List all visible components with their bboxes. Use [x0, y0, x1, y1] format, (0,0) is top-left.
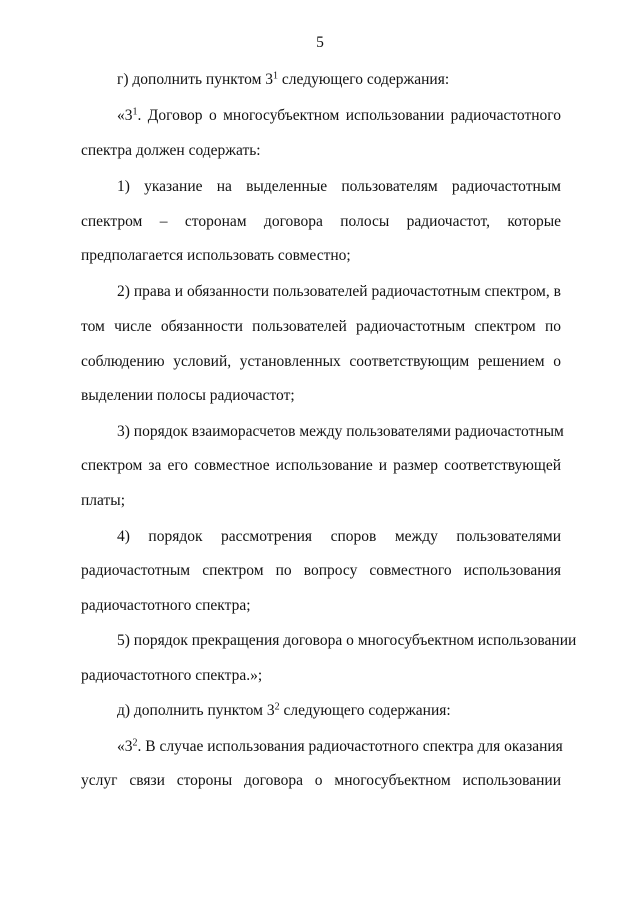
list-item-4-line-2: радиочастотным спектром по вопросу совместного использования [81, 562, 561, 579]
item-d-intro-text: д) дополнить пунктом 3 [117, 702, 275, 719]
item-g-intro [117, 70, 561, 90]
clause-3-1-text: . Договор о многосубъектном использовании радиочастотного [137, 107, 561, 124]
item-d-intro-superscript: 2 [274, 701, 280, 713]
item-g-intro-text: г) дополнить пунктом 3 [117, 71, 274, 88]
clause-3-1-superscript: 1 [132, 106, 138, 118]
list-item-2-line-3: соблюдению условий, установленных соответствующим решением о [81, 353, 561, 370]
clause-3-1-line-2: спектра должен содержать: [81, 142, 261, 159]
list-item-4-line-1: 4) порядок рассмотрения споров между пользователями [117, 528, 561, 545]
clause-3-2-superscript: 2 [132, 737, 138, 749]
clause-3-2-open: «3 [117, 738, 133, 755]
list-item-2-line-1: 2) права и обязанности пользователей радиочастотным спектром, в [117, 283, 561, 300]
item-g-intro-superscript: 1 [273, 70, 279, 82]
list-item-1-line-2: спектром – сторонам договора полосы радиочастот, которые [81, 213, 561, 230]
clause-3-2-text: . В случае использования радиочастотного спектра для оказания [137, 738, 563, 755]
clause-3-1-open: «3 [117, 107, 133, 124]
list-item-3-line-1: 3) порядок взаиморасчетов между пользователями радиочастотным [117, 423, 564, 440]
list-item-1-line-3: предполагается использовать совместно; [81, 247, 351, 264]
list-item-1-line-1: 1) указание на выделенные пользователям радиочастотным [117, 178, 561, 195]
item-g-intro-rest: следующего содержания: [278, 71, 450, 88]
item-d-intro-rest: следующего содержания: [279, 702, 451, 719]
list-item-2-line-2: том числе обязанности пользователей радиочастотным спектром по [81, 318, 561, 335]
page-number: 5 [316, 34, 324, 51]
list-item-5-line-1: 5) порядок прекращения договора о многосубъектном использовании [117, 632, 577, 649]
list-item-4-line-3: радиочастотного спектра; [81, 597, 251, 614]
clause-3-1-line-1 [117, 106, 561, 126]
clause-3-2-line-1 [117, 737, 561, 757]
clause-3-2-line-2: услуг связи стороны договора о многосубъектном использовании [81, 772, 561, 789]
list-item-3-line-3: платы; [81, 492, 126, 509]
item-d-intro [117, 701, 561, 721]
list-item-5-line-2: радиочастотного спектра.»; [81, 667, 263, 684]
list-item-3-line-2: спектром за его совместное использование и размер соответствующей [81, 457, 561, 474]
list-item-2-line-4: выделении полосы радиочастот; [81, 387, 295, 404]
